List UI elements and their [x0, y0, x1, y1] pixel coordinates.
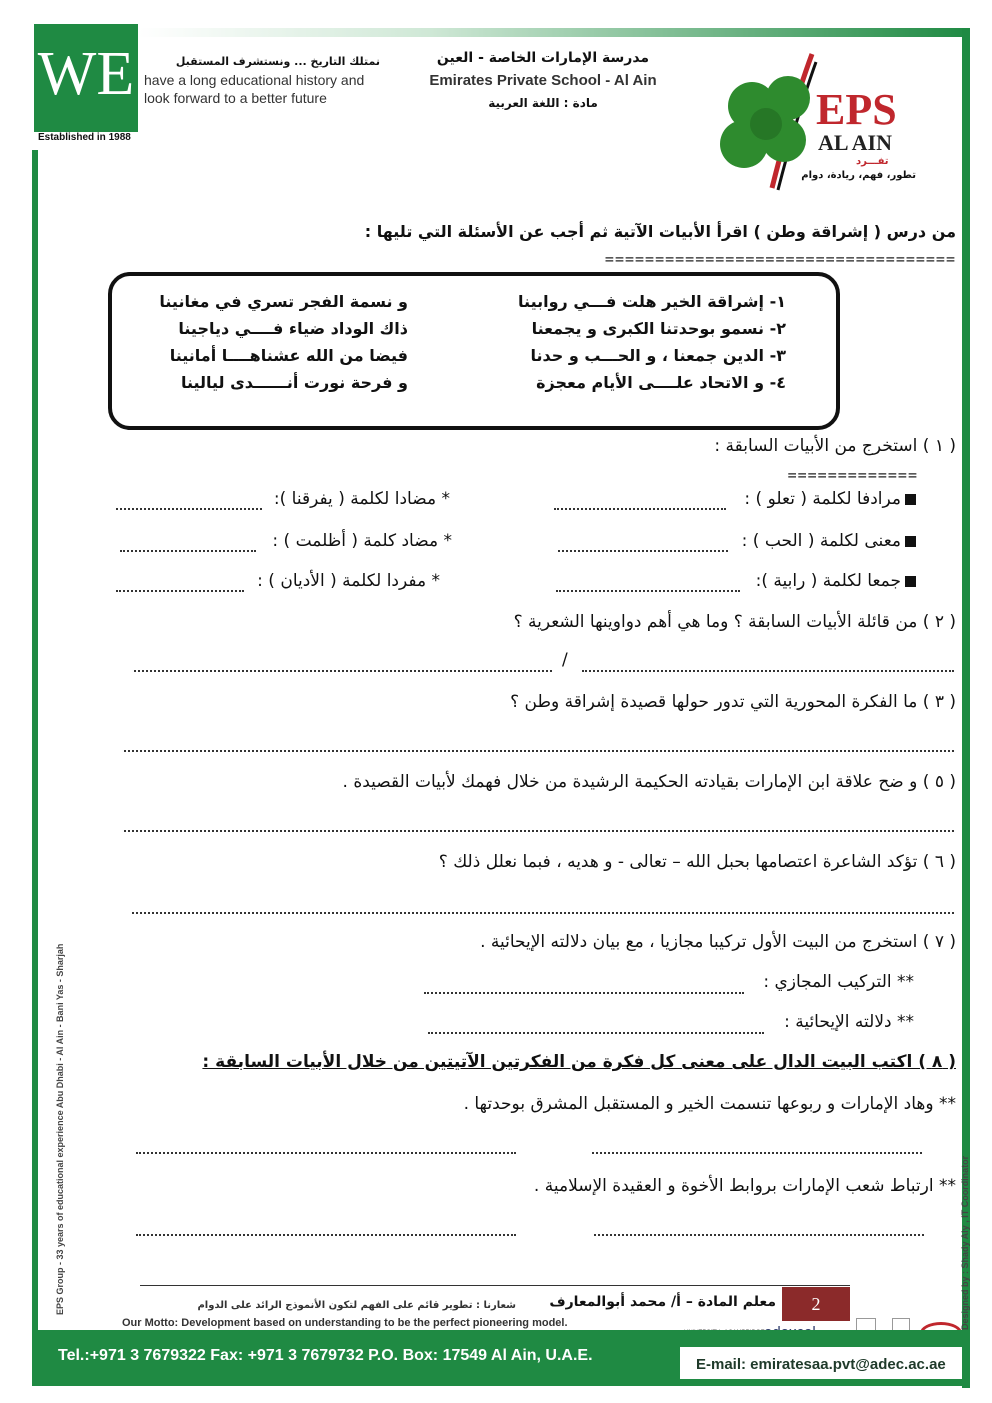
q8-idea-2: ** ارتباط شعب الإمارات بروابط الأخوة و العقيدة الإسلامية .	[533, 1176, 956, 1196]
q3-title: ( ٣ ) ما الفكرة المحورية التي تدور حولها قصيدة إشراقة وطن ؟	[510, 692, 956, 712]
q1-title: ( ١ ) استخرج من الأبيات السابقة :	[714, 436, 956, 456]
answer-line[interactable]	[136, 1232, 516, 1236]
bullet-square-icon	[905, 576, 916, 587]
motto-en: Our Motto: Development based on understanding to be the perfect pioneering model.	[122, 1317, 568, 1329]
q1-item-3-left: * مفردا لكلمة ( الأديان ) :	[257, 571, 440, 591]
eps-tag-1: تفـــرد	[856, 156, 889, 167]
q1-item-1-right: مرادفا لكلمة ( تعلو ) :	[720, 489, 916, 509]
verse-2-second: ذاك الوداد ضياء فــــي دياجينا	[178, 319, 408, 338]
answer-line[interactable]	[424, 990, 744, 994]
divider-equals: ===================================	[604, 250, 956, 268]
q7-b-label: ** دلالته الإيحائية :	[784, 1012, 914, 1032]
q6-title: ( ٦ ) تؤكد الشاعرة اعتصامها بحبل الله – تعالى - و هديه ، فبما نعلل ذلك ؟	[438, 852, 956, 872]
answer-line[interactable]	[134, 668, 552, 672]
q8-title: ( ٨ ) اكتب البيت الدال على معنى كل فكرة من الفكرتين الآتيتين من خلال الأبيات السابقة :	[202, 1052, 956, 1072]
slogan-en-2: look forward to a better future	[144, 90, 327, 106]
slogan-en-1: have a long educational history and	[144, 72, 365, 88]
teacher-name: معلم المادة – أ/ محمد أبوالمعارف	[549, 1294, 776, 1310]
answer-line[interactable]	[594, 1232, 924, 1236]
al-ain-text: AL AIN	[818, 130, 892, 155]
school-name-ar: مدرسة الإمارات الخاصة - العين	[436, 50, 650, 66]
q1-item-1-left: * مضادا لكلمة ( يفرقنا ):	[273, 489, 450, 509]
q5-title: ( ٥ ) و ضح علاقة ابن الإمارات بقيادته الحكيمة الرشيدة من خلال فهمك لأبيات القصيدة .	[342, 772, 956, 792]
bullet-square-icon	[905, 536, 916, 547]
top-border	[138, 28, 970, 37]
q2-title: ( ٢ ) من قائلة الأبيات السابقة ؟ وما هي أهم دواوينها الشعرية ؟	[513, 612, 956, 632]
side-text-left: EPS Group - 33 years of educational experience Abu Dhabi - Al Ain - Bani Yas - Sharjah	[55, 943, 65, 1315]
we-logo: WE	[34, 24, 138, 132]
answer-line[interactable]	[124, 828, 954, 832]
q1-item-3-right: جمعا لكلمة ( رابية ):	[740, 571, 916, 591]
page-number: 2	[782, 1287, 850, 1321]
answer-line[interactable]	[558, 548, 728, 552]
verse-1-second: و نسمة الفجر تسري في مغانينا	[159, 292, 408, 311]
left-border	[32, 150, 38, 1330]
answer-line[interactable]	[582, 668, 954, 672]
answer-line[interactable]	[124, 748, 954, 752]
side-text-right: Designed by : Shady Aly , IT Coordinator	[960, 1155, 970, 1330]
answer-line[interactable]	[556, 588, 740, 592]
answer-line[interactable]	[592, 1150, 922, 1154]
answer-line[interactable]	[120, 548, 256, 552]
q7-a-label: ** التركيب المجازي :	[763, 972, 914, 992]
verse-2-first: ٢- نسمو بوحدتنا الكبرى و يجمعنا	[531, 319, 786, 338]
q7-title: ( ٧ ) استخرج من البيت الأول تركيبا مجازيا ، مع بيان دلالته الإيحائية .	[480, 932, 956, 952]
verse-4-first: ٤- و الاتحاد علــــى الأيام معجزة	[536, 373, 786, 392]
answer-line[interactable]	[132, 910, 954, 914]
established-text: Established in 1988	[38, 132, 131, 143]
q1-item-2-right: معنى لكلمة ( الحب ) :	[720, 531, 916, 551]
q2-slash: /	[562, 650, 568, 670]
answer-line[interactable]	[116, 506, 262, 510]
motto-ar: شعارنا : تطوير قائم على الفهم لتكون الأنموذج الرائد على الدوام	[197, 1300, 516, 1311]
verse-1-first: ١- إشراقة الخير هلت فـــي روابينا	[518, 292, 786, 311]
intro-instruction: من درس ( إشراقة وطن ) اقرأ الأبيات الآتية ثم أجب عن الأسئلة التي تليها :	[364, 222, 956, 241]
eps-text: EPS	[816, 85, 897, 134]
eps-tag-2: تطور، فهم، ريادة، دوام	[801, 170, 916, 181]
q8-idea-1: ** وهاد الإمارات و ربوعها تنسمت الخير و المستقبل المشرق بوحدتها .	[463, 1094, 956, 1114]
subject-label: مادة : اللغة العربية	[488, 96, 598, 110]
email-text: E-mail: emiratesaa.pvt@adec.ac.ae	[696, 1356, 946, 1373]
answer-line[interactable]	[554, 506, 726, 510]
answer-line[interactable]	[116, 588, 244, 592]
slogan-ar: نمتلك التاريخ ... ونستشرف المستقبل	[175, 55, 380, 68]
eps-logo	[712, 48, 952, 198]
contact-info: Tel.:+971 3 7679322 Fax: +971 3 7679732 P.O. Box: 17549 Al Ain, U.A.E.	[58, 1347, 593, 1364]
verse-3-first: ٣- الدين جمعنا ، و الحـــب و حدنا	[530, 346, 786, 365]
q1-divider: =============	[787, 466, 918, 484]
q1-item-2-left: * مضاد كلمة ( أظلمت ) :	[272, 531, 452, 551]
footer-divider	[140, 1285, 850, 1286]
answer-line[interactable]	[136, 1150, 516, 1154]
answer-line[interactable]	[428, 1030, 764, 1034]
verse-3-second: فيضا من الله عشناهــــا أمانينا	[169, 346, 408, 365]
verse-4-second: و فرحة نورت أنــــــدى ليالينا	[180, 373, 408, 392]
school-name-en: Emirates Private School - Al Ain	[429, 72, 657, 89]
bullet-square-icon	[905, 494, 916, 505]
